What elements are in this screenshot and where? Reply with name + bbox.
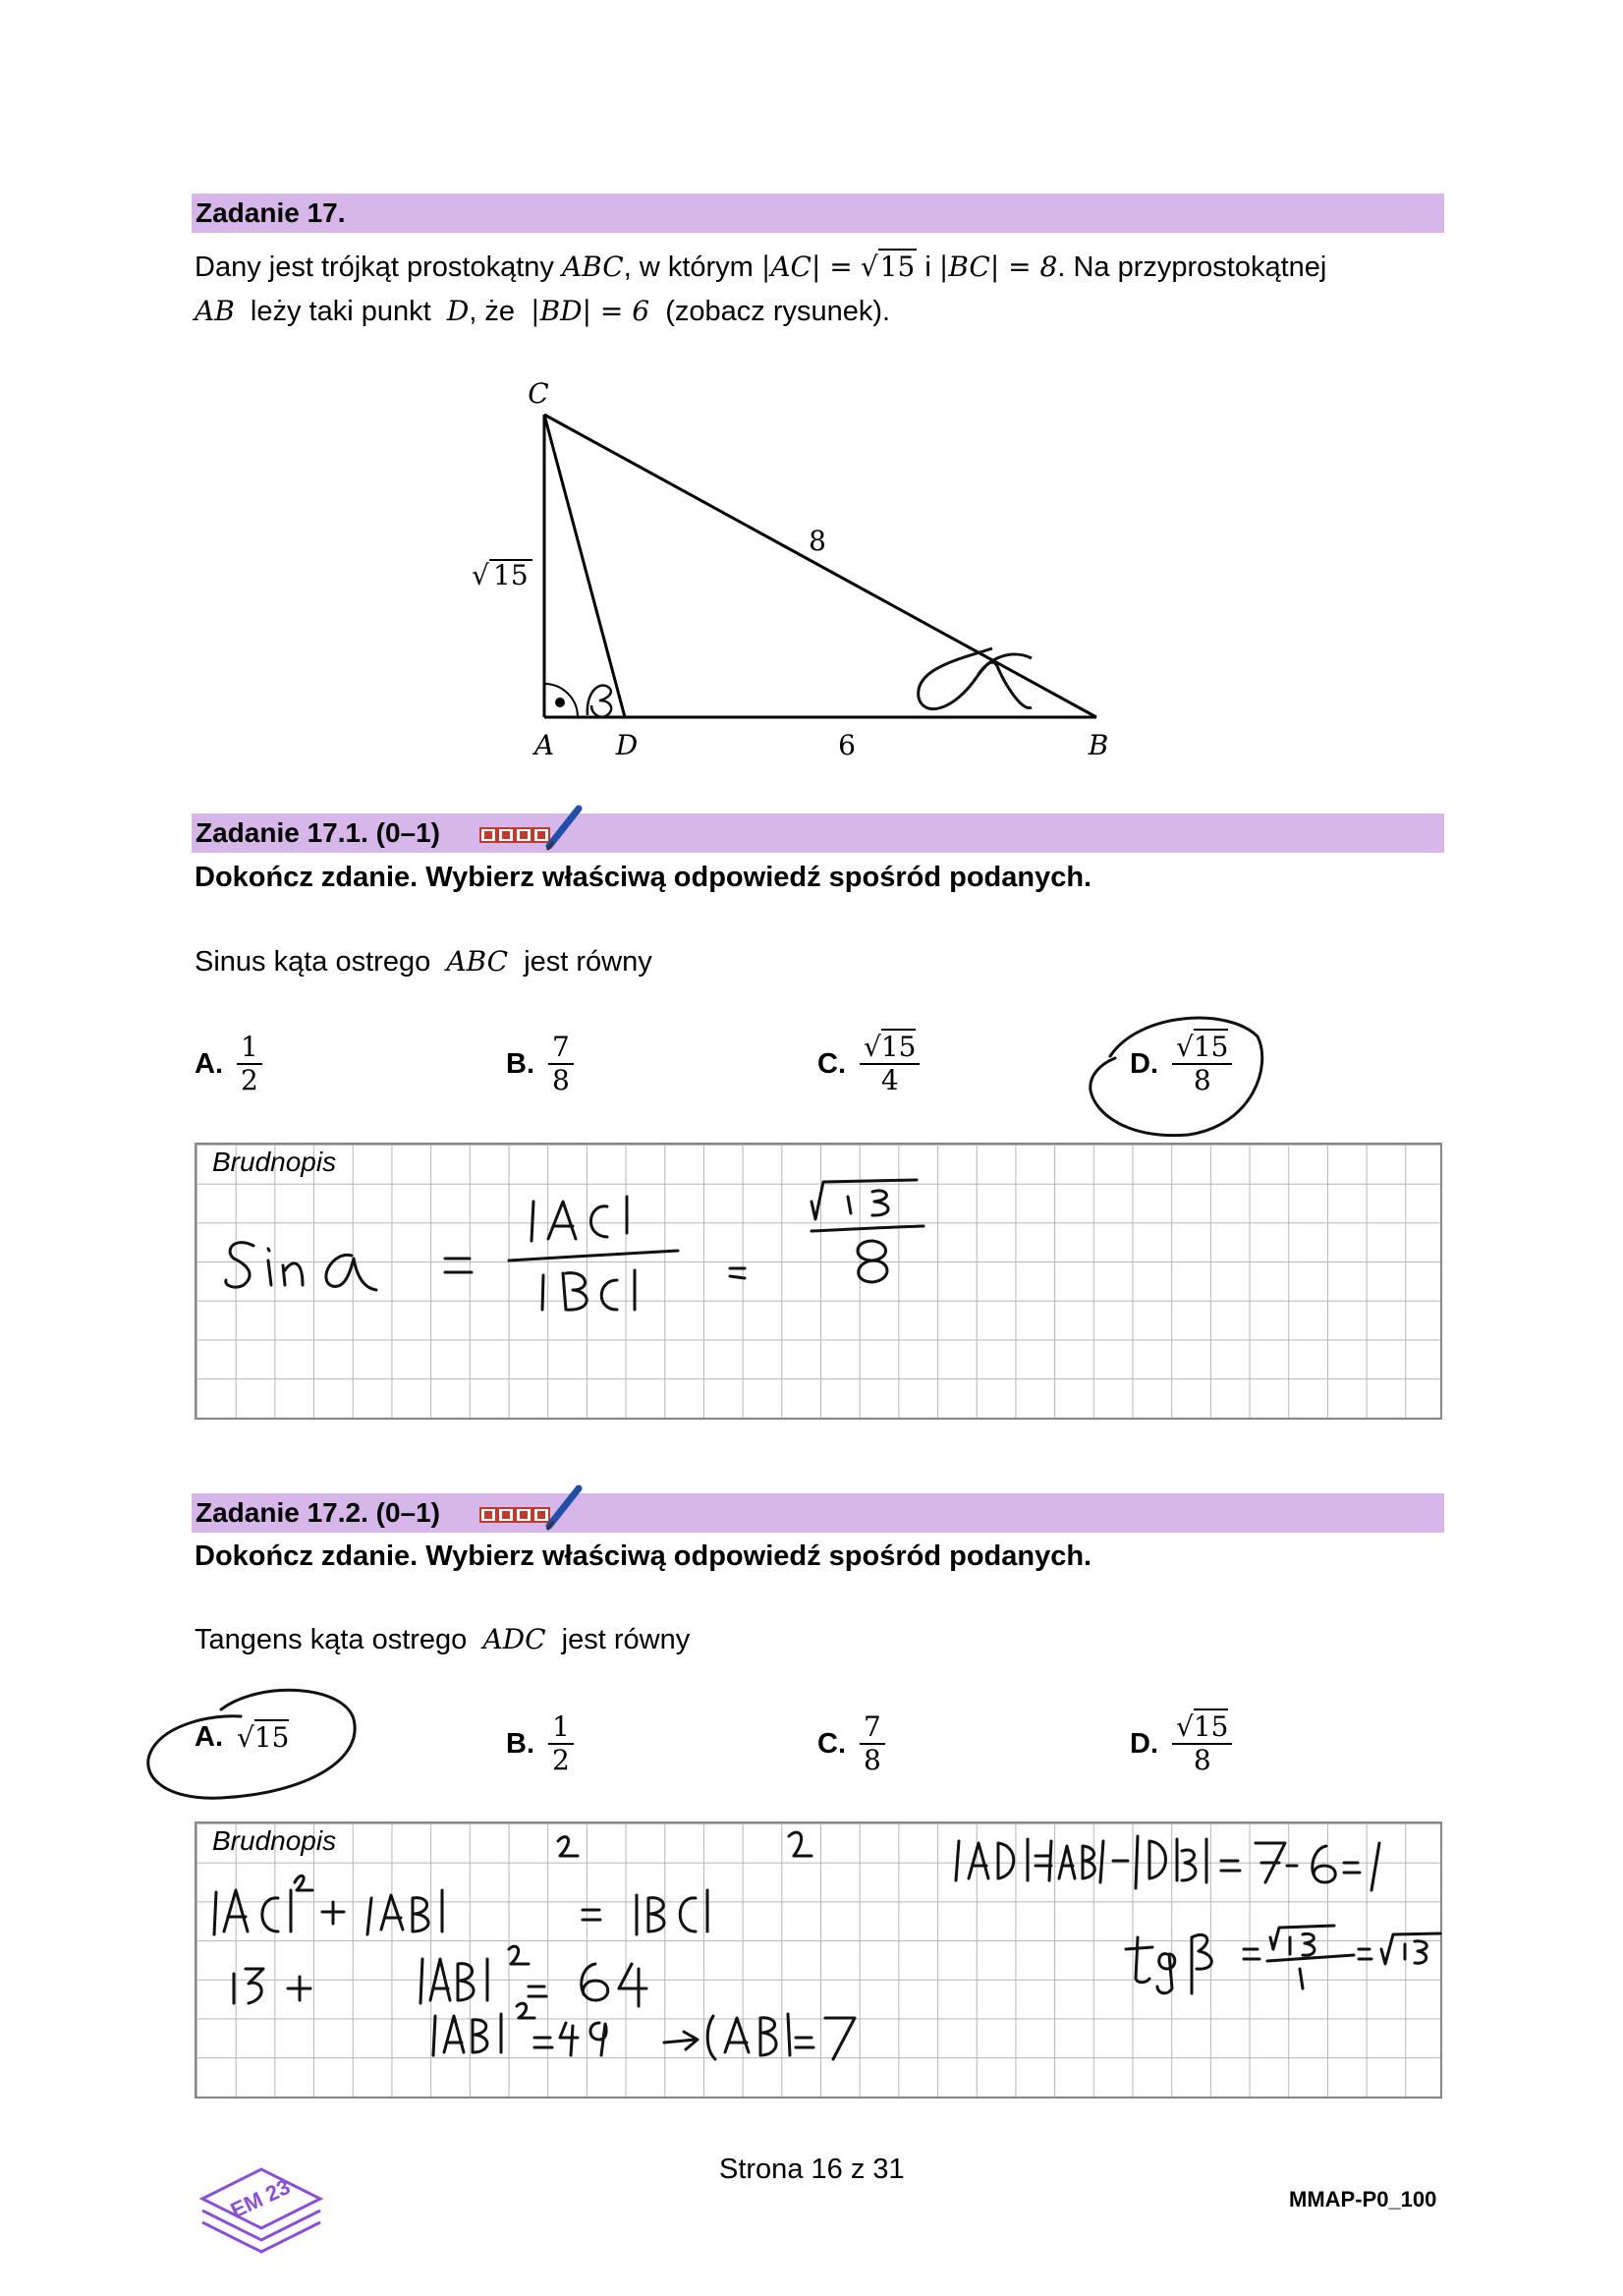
task17-2-option-c[interactable]: C. $\frac{7}{8}$ — [817, 1711, 885, 1776]
handwriting-17-2 — [195, 1821, 1590, 2099]
scratch-label: Brudnopis — [212, 1147, 337, 1177]
sqrt15: √15 — [860, 251, 916, 283]
task17-1-option-c[interactable]: C. $\frac{√15}{4}$ — [817, 1032, 920, 1096]
task17-1-instruction: Dokończ zdanie. Wybierz właściwą odpowiedź spośród podanych. — [195, 862, 1092, 893]
handwriting-17-1 — [195, 1143, 1442, 1420]
label-A: A — [533, 729, 555, 761]
handwritten-alpha — [919, 648, 1032, 709]
segment-CD — [544, 415, 625, 717]
task17-1-title: Zadanie 17.1. (0–1) — [196, 817, 441, 848]
triangle-figure — [442, 364, 1149, 776]
handwritten-beta — [588, 686, 611, 717]
label-D: D — [615, 729, 639, 761]
task17-2-option-a[interactable]: A. √15 — [195, 1721, 290, 1754]
task17-2-title: Zadanie 17.2. (0–1) — [196, 1497, 441, 1528]
side-CB — [544, 415, 1096, 717]
label-C: C — [528, 377, 549, 410]
answer-circle-17-2 — [133, 1675, 368, 1813]
svg-text:EM 23: EM 23 — [226, 2173, 295, 2223]
checkbox-pencil-icon — [476, 801, 585, 860]
page-number: Strona 16 z 31 — [719, 2154, 905, 2185]
task17-intro-line2: AB leży taki punkt D, że |BD| = 6 (zobacz rysunek). — [195, 295, 891, 327]
task17-2-instruction: Dokończ zdanie. Wybierz właściwą odpowiedź spośród podanych. — [195, 1540, 1092, 1572]
task17-2-option-d[interactable]: D. $\frac{√15}{8}$ — [1130, 1711, 1232, 1776]
task17-title: Zadanie 17. — [196, 197, 346, 228]
task17-1-option-d[interactable]: D. $\frac{√15}{8}$ — [1130, 1032, 1232, 1096]
scratch-label: Brudnopis — [212, 1825, 337, 1856]
task17-2-header — [192, 1493, 1444, 1533]
length-DB: 6 — [838, 729, 856, 761]
right-angle-dot — [555, 698, 565, 707]
em-logo — [193, 2152, 330, 2260]
task17-header — [192, 194, 1444, 233]
answer-circle-17-1 — [1081, 997, 1277, 1145]
task17-intro-line1: Dany jest trójkąt prostokątny ABC, w którym |AC| = √15 i |BC| = 8. Na przyprostokątnej — [195, 251, 1327, 283]
task17-2-question: Tangens kąta ostrego ADC jest równy — [195, 1623, 691, 1655]
task17-1-question: Sinus kąta ostrego ABC jest równy — [195, 945, 652, 978]
document-code: MMAP-P0_100 — [1289, 2187, 1437, 2212]
label-B: B — [1088, 729, 1109, 761]
task17-1-header — [192, 813, 1444, 853]
svg-text:15: 15 — [493, 559, 529, 591]
length-AC — [472, 559, 532, 591]
svg-text:√: √ — [472, 559, 489, 591]
task17-2-option-b[interactable]: B. $\frac{1}{2}$ — [506, 1711, 574, 1776]
checkbox-pencil-icon — [476, 1481, 585, 1540]
task17-1-option-a[interactable]: A. $\frac{1}{2}$ — [195, 1032, 262, 1096]
task17-1-option-b[interactable]: B. $\frac{7}{8}$ — [506, 1032, 574, 1096]
length-BC: 8 — [809, 525, 826, 557]
